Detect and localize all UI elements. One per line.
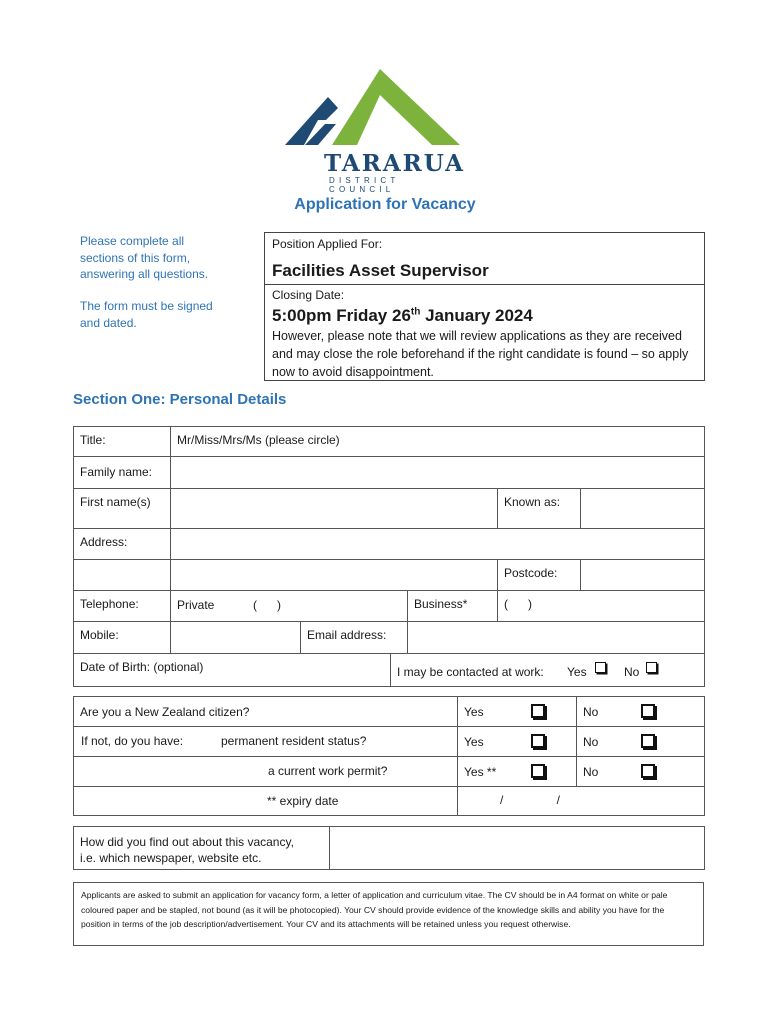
section-one-title: Section One: Personal Details [73, 391, 287, 408]
nz-citizen-yes-cell [457, 696, 577, 727]
resident-yes-checkbox[interactable] [531, 734, 545, 748]
postcode-field[interactable] [580, 559, 705, 591]
no-label: No [583, 705, 599, 719]
address-line-2-field[interactable] [170, 559, 498, 591]
position-applied-value: Facilities Asset Supervisor [272, 261, 489, 280]
telephone-business-field[interactable]: ( ) [497, 590, 705, 622]
position-applied-label: Position Applied For: [272, 237, 383, 251]
position-box [264, 232, 705, 381]
email-label: Email address: [300, 621, 408, 654]
address-field[interactable] [170, 528, 705, 560]
business-label: Business* [407, 590, 498, 622]
contact-yes-label: Yes [567, 665, 587, 679]
no-label: No [583, 735, 599, 749]
private-area-code: ( ) [253, 598, 281, 612]
closing-date-main: 5:00pm Friday 26 [272, 306, 411, 325]
vacancy-source-field[interactable] [329, 826, 705, 870]
expiry-date-field[interactable]: / / [457, 786, 705, 816]
family-name-label: Family name: [73, 456, 171, 489]
footer-note: Applicants are asked to submit an application for vacancy form, a letter of application and curriculum vitae. The CV should be in A4 format on white or pale coloured paper and be stapled, not bound (as it will be photocopied). Your CV should provide evidence of the knowledge skills and ability you have for the position in terms of the job description/advertisement. Your CV and its attachments will be retained unless you request otherwise. [73, 882, 704, 946]
instruction-line: Please complete all [80, 234, 185, 248]
known-as-label: Known as: [497, 488, 581, 529]
family-name-field[interactable] [170, 456, 705, 489]
no-label: No [583, 765, 599, 779]
vacancy-source-label [73, 826, 330, 870]
closing-date-sup: th [410, 306, 421, 318]
contact-yes-checkbox[interactable] [595, 662, 606, 673]
email-field[interactable] [407, 621, 705, 654]
expiry-date-row [73, 786, 458, 816]
telephone-private-field[interactable] [170, 590, 408, 622]
divider [265, 284, 704, 285]
closing-date-rest: January 2024 [420, 306, 533, 325]
resident-yes-cell [457, 726, 577, 757]
work-permit-label: a current work permit? [268, 764, 388, 778]
logo-subtitle: DISTRICT COUNCIL [329, 176, 400, 194]
contact-no-checkbox[interactable] [646, 662, 657, 673]
yes-label: Yes [464, 735, 484, 749]
work-permit-yes-cell [457, 756, 577, 787]
postcode-label: Postcode: [497, 559, 581, 591]
known-as-field[interactable] [580, 488, 705, 529]
instruction-line: and dated. [80, 315, 137, 330]
vacancy-source-line: i.e. which newspaper, website etc. [80, 851, 262, 865]
work-permit-yes-checkbox[interactable] [531, 764, 545, 778]
instruction-line: sections of this form, [80, 250, 191, 265]
resident-status-label: permanent resident status? [221, 734, 367, 748]
mobile-label: Mobile: [73, 621, 171, 654]
first-names-label: First name(s) [73, 488, 171, 529]
telephone-label: Telephone: [73, 590, 171, 622]
closing-date-value [272, 306, 533, 326]
work-permit-question [73, 756, 458, 787]
first-names-field[interactable] [170, 488, 498, 529]
mountain-logo-icon [280, 66, 470, 148]
title-options-field[interactable]: Mr/Miss/Mrs/Ms (please circle) [170, 426, 705, 457]
instructions-signed [80, 298, 250, 331]
yes-star-label: Yes ** [464, 765, 497, 779]
nz-citizen-question: Are you a New Zealand citizen? [73, 696, 458, 727]
resident-no-checkbox[interactable] [641, 734, 655, 748]
logo-name: TARARUA [324, 150, 465, 177]
nz-citizen-no-checkbox[interactable] [641, 704, 655, 718]
address-label-blank [73, 559, 171, 591]
resident-lead-label: If not, do you have: [81, 734, 184, 748]
address-label: Address: [73, 528, 171, 560]
closing-date-label: Closing Date: [272, 288, 345, 302]
nz-citizen-yes-checkbox[interactable] [531, 704, 545, 718]
closing-note: However, please note that we will review applications as they are received and may close the role beforehand if the right candidate is found – so apply now to avoid disappointment. [272, 329, 689, 379]
work-permit-no-checkbox[interactable] [641, 764, 655, 778]
title-label: Title: [73, 426, 171, 457]
contact-at-work-row [390, 653, 705, 687]
contact-at-work-label: I may be contacted at work: [397, 665, 544, 679]
instruction-line: The form must be signed [80, 299, 213, 313]
private-label: Private [177, 598, 215, 612]
mobile-field[interactable] [170, 621, 301, 654]
council-logo [280, 66, 470, 194]
instruction-line: answering all questions. [80, 267, 209, 281]
page-title: Application for Vacancy [294, 196, 476, 213]
resident-status-question [73, 726, 458, 757]
expiry-date-label: ** expiry date [267, 794, 339, 808]
dob-field[interactable]: Date of Birth: (optional) [73, 653, 391, 687]
instructions-complete [80, 233, 250, 283]
contact-no-label: No [624, 665, 640, 679]
vacancy-source-line: How did you find out about this vacancy, [80, 835, 294, 849]
yes-label: Yes [464, 705, 484, 719]
